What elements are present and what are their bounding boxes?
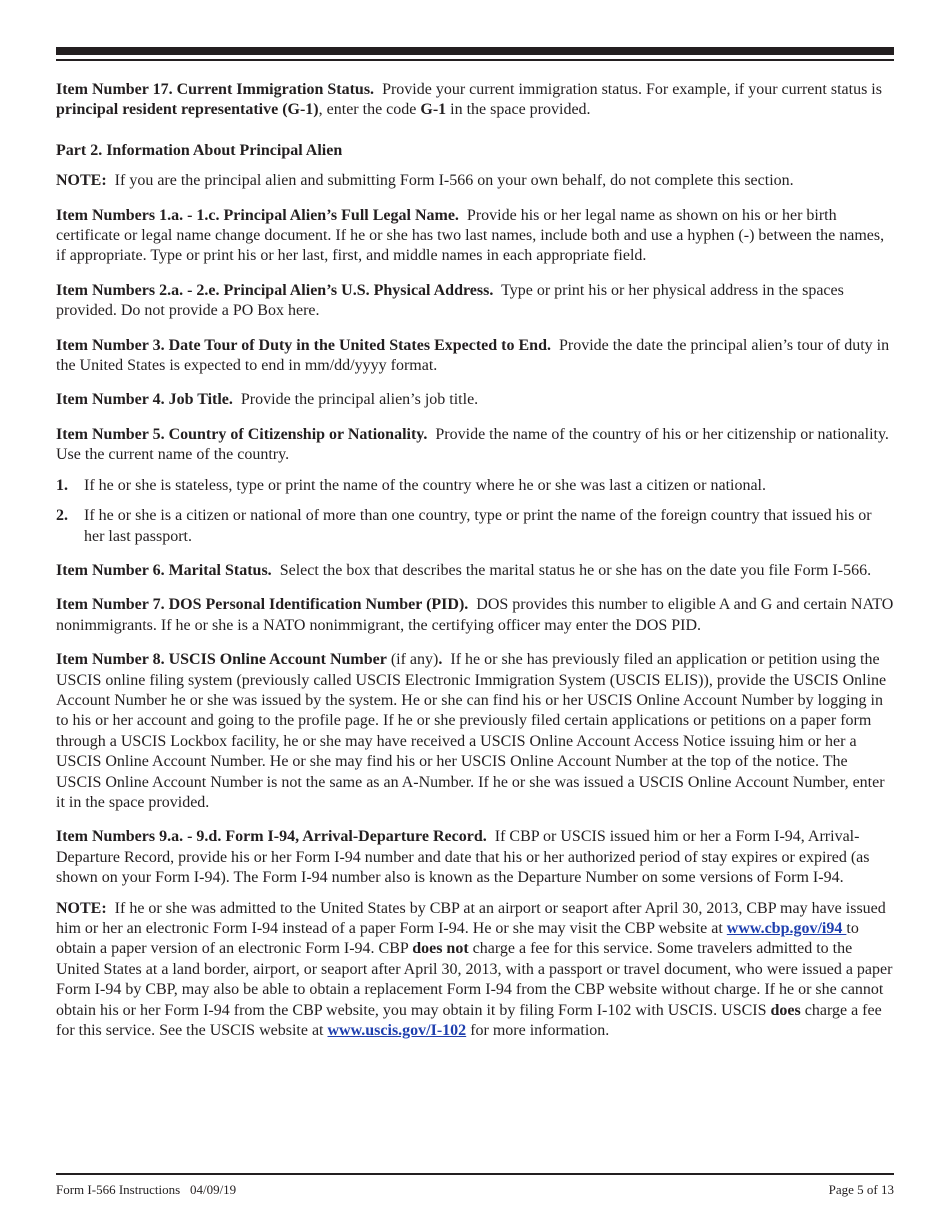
list-item-number: 2.	[56, 507, 68, 525]
item5-title: Item Number 5. Country of Citizenship or Nationality.	[56, 425, 428, 443]
item6-title: Item Number 6. Marital Status.	[56, 561, 272, 579]
item17-paragraph	[56, 80, 896, 121]
part2-heading: Part 2. Information About Principal Alien	[56, 141, 343, 159]
i94-note	[56, 899, 896, 1042]
item17-text-2: , enter the code	[318, 101, 421, 119]
item1-text: Provide his or her legal name as shown on his or her birth certificate or legal name change document. If he or she has two last names, include both and use a hyphen (-) between the names, if appropriate. Type or print his or her last, first, and middle names in each appropriate field.	[56, 206, 885, 265]
note-text-5: for more information.	[466, 1022, 610, 1040]
list-item-text: If he or she is stateless, type or print the name of the country where he or she was last a citizen or national.	[84, 476, 766, 494]
footer-page-number: Page 5 of 13	[828, 1182, 894, 1197]
list-item	[56, 506, 896, 547]
item17-text: Provide your current immigration status. For example, if your current status is	[382, 81, 882, 98]
note-text-1: If he or she was admitted to the United States by CBP at an airport or seaport after April 30, 2013, CBP may have issued him or her an electronic Form I-94 instead of a paper Form I-94. He or she may visit the CBP website at	[56, 899, 886, 937]
item1-title: Item Numbers 1.a. - 1.c. Principal Alien’s Full Legal Name.	[56, 206, 459, 224]
item3-title: Item Number 3. Date Tour of Duty in the United States Expected to End.	[56, 336, 551, 354]
top-rule-thin	[56, 59, 894, 61]
item7-paragraph	[56, 595, 896, 636]
item5-text: Provide the name of the country of his or her citizenship or nationality. Use the current name of the country.	[56, 425, 889, 464]
item8-if-any: (if any)	[386, 651, 439, 669]
does-emphasis: does	[770, 1001, 801, 1019]
page-content	[56, 80, 896, 1055]
item17-title: Item Number 17. Current Immigration Status.	[56, 81, 375, 98]
item8-paragraph	[56, 650, 896, 813]
item6-text: Select the box that describes the marital status he or she has on the date you file Form I-566.	[279, 561, 872, 579]
item3-text: Provide the date the principal alien’s tour of duty in the United States is expected to end in mm/dd/yyyy format.	[56, 336, 890, 375]
note-text-3: charge a fee for this service. Some travelers admitted to the United States at a land border, airport, or seaport after April 30, 2013, with a passport or travel document, who were issued a paper Form I-94 by CBP, may also be able to obtain a replacement Form I-94 from the CBP website without charge. If he or she cannot obtain his or her Form I-94 from the CBP website, you may obtain it by filing Form I-102 with USCIS. USCIS	[56, 940, 893, 1019]
item7-text: DOS provides this number to eligible A and G and certain NATO nonimmigrants. If he or she is a NATO nonimmigrant, the certifying officer may enter the DOS PID.	[56, 596, 894, 634]
item3-paragraph	[56, 336, 896, 377]
part2-note	[56, 171, 896, 191]
item1-paragraph	[56, 206, 896, 267]
item17-code-description: principal resident representative (G-1)	[56, 101, 319, 119]
item9-text: If CBP or USCIS issued him or her a Form I-94, Arrival-Departure Record, provide his or her Form I-94 number and date that his or her authorized period of stay expires or expired (as shown on your Form I-94). The Form I-94 number also is known as the Departure Number on some versions of Form I-94.	[56, 828, 870, 887]
note-label: NOTE:	[56, 172, 107, 190]
item5-paragraph	[56, 425, 896, 466]
list-item-text: If he or she is a citizen or national of more than one country, type or print the name of the foreign country that issued his or her last passport.	[84, 507, 872, 545]
list-item-number: 1.	[56, 476, 68, 494]
footer-form-info: Form I-566 Instructions 04/09/19	[56, 1182, 237, 1197]
item2-paragraph	[56, 281, 896, 322]
note-text-2: to obtain a paper version of an electronic Form I-94. CBP	[56, 920, 859, 958]
item4-title: Item Number 4. Job Title.	[56, 391, 233, 409]
item9-paragraph	[56, 827, 896, 888]
item4-paragraph	[56, 390, 896, 410]
item6-paragraph	[56, 561, 896, 581]
footer-rule	[56, 1173, 894, 1175]
item2-text: Type or print his or her physical address in the spaces provided. Do not provide a PO Box here.	[56, 281, 844, 320]
item17-text-3: in the space provided.	[446, 101, 591, 119]
item17-code: G-1	[420, 101, 447, 119]
item7-title: Item Number 7. DOS Personal Identification Number (PID).	[56, 596, 469, 614]
item2-title: Item Numbers 2.a. - 2.e. Principal Alien’s U.S. Physical Address.	[56, 281, 494, 299]
does-not-emphasis: does not	[412, 940, 469, 958]
page-footer	[56, 1182, 894, 1198]
item4-text: Provide the principal alien’s job title.	[240, 391, 479, 409]
item8-text: If he or she has previously filed an application or petition using the USCIS online filing system (previously called USCIS Electronic Immigration System (USCIS ELIS)), provide the USCIS Online Account Number he or she was issued by the system. He or she can find his or her USCIS Online Account Number by logging in to his or her account and going to the profile page. If he or she previously filed certain applications or petitions on a paper form through a USCIS Lockbox facility, he or she may have received a USCIS Online Account Access Notice issuing him or her a USCIS Online Account Number. He or she may find his or her USCIS Online Account Number at the top of the notice. The USCIS Online Account Number is not the same as an A-Number. If he or she was issued a USCIS Online Account Number, enter it in the space provided.	[56, 651, 887, 811]
uscis-i102-link[interactable]: www.uscis.gov/I-102	[327, 1022, 467, 1040]
item9-title: Item Numbers 9.a. - 9.d. Form I-94, Arrival-Departure Record.	[56, 828, 487, 846]
top-rule-thick	[56, 47, 894, 55]
item8-period: .	[438, 651, 443, 669]
item8-title: Item Number 8. USCIS Online Account Number	[56, 651, 387, 669]
cbp-i94-link[interactable]: www.cbp.gov/i94	[726, 920, 847, 937]
note-label: NOTE:	[56, 899, 107, 917]
note-text: If you are the principal alien and submitting Form I-566 on your own behalf, do not complete this section.	[114, 172, 794, 190]
list-item	[56, 476, 896, 496]
note-text-4: charge a fee for this service. See the USCIS website at	[56, 1001, 882, 1040]
